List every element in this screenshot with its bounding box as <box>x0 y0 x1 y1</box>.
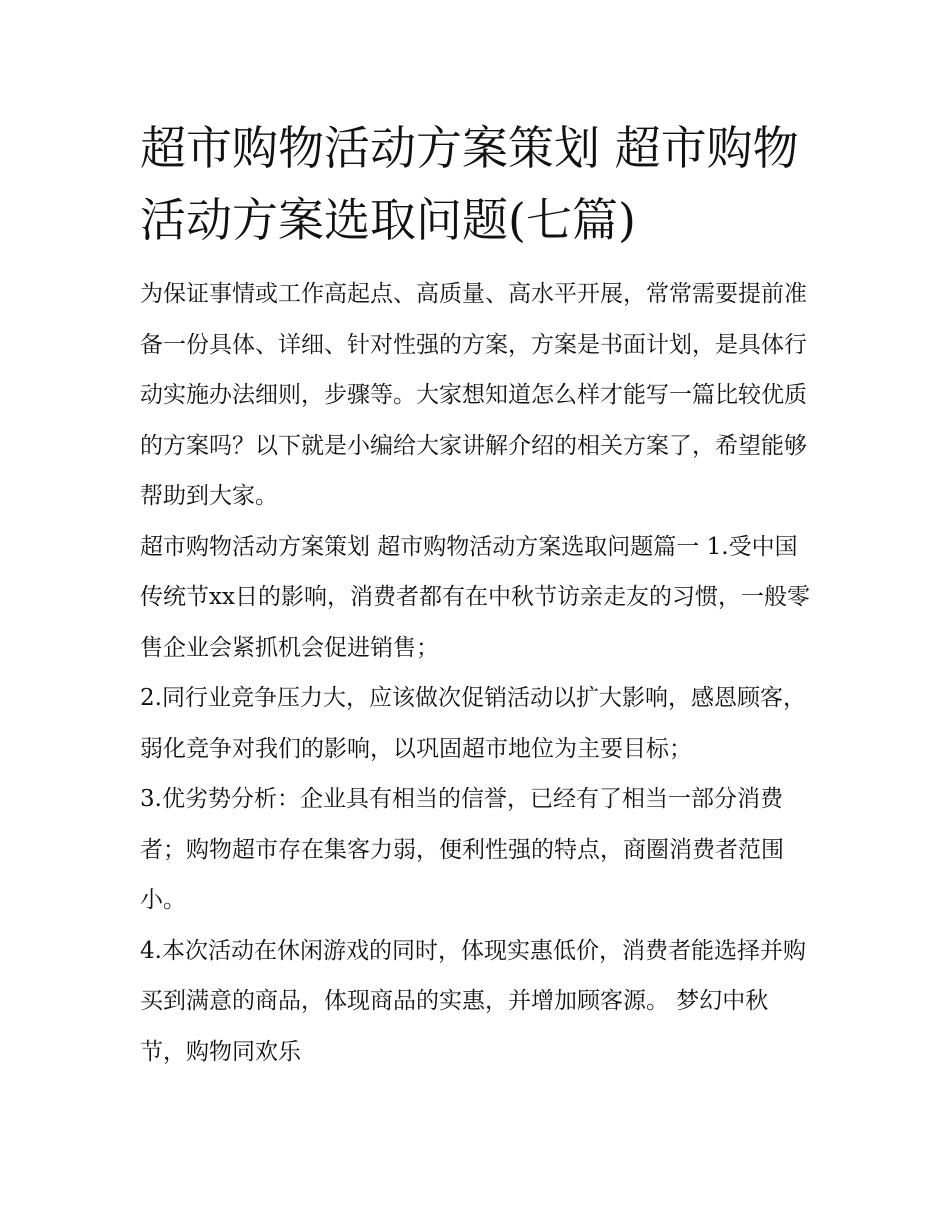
point-two-paragraph: 2.同行业竞争压力大，应该做次促销活动以扩大影响，感恩顾客，弱化竞争对我们的影响，以巩固超市地位为主要目标； <box>140 685 806 762</box>
intro-paragraph: 为保证事情或工作高起点、高质量、高水平开展，常常需要提前准备一份具体、详细、针对性强的方案，方案是书面计划，是具体行动实施办法细则，步骤等。大家想知道怎么样才能写一篇比较优质的方案吗？以下就是小编给大家讲解介绍的相关方案了，希望能够帮助到大家。 <box>140 281 807 509</box>
point-three-paragraph: 3.优劣势分析：企业具有相当的信誉，已经有了相当一部分消费者；购物超市存在集客力弱，便利性强的特点，商圈消费者范围小。 <box>140 786 784 913</box>
section-one-paragraph: 超市购物活动方案策划 超市购物活动方案选取问题篇一 1.受中国传统节xx日的影响，消费者都有在中秋节访亲走友的习惯，一般零售企业会紧抓机会促进销售； <box>140 533 810 661</box>
document-title: 超市购物活动方案策划 超市购物活动方案选取问题(七篇) <box>140 121 799 247</box>
point-four-paragraph: 4.本次活动在休闲游戏的同时，体现实惠低价，消费者能选择并购买到满意的商品，体现商品的实惠，并增加顾客源。 梦幻中秋节，购物同欢乐 <box>140 937 806 1065</box>
document-page <box>140 112 812 1077</box>
